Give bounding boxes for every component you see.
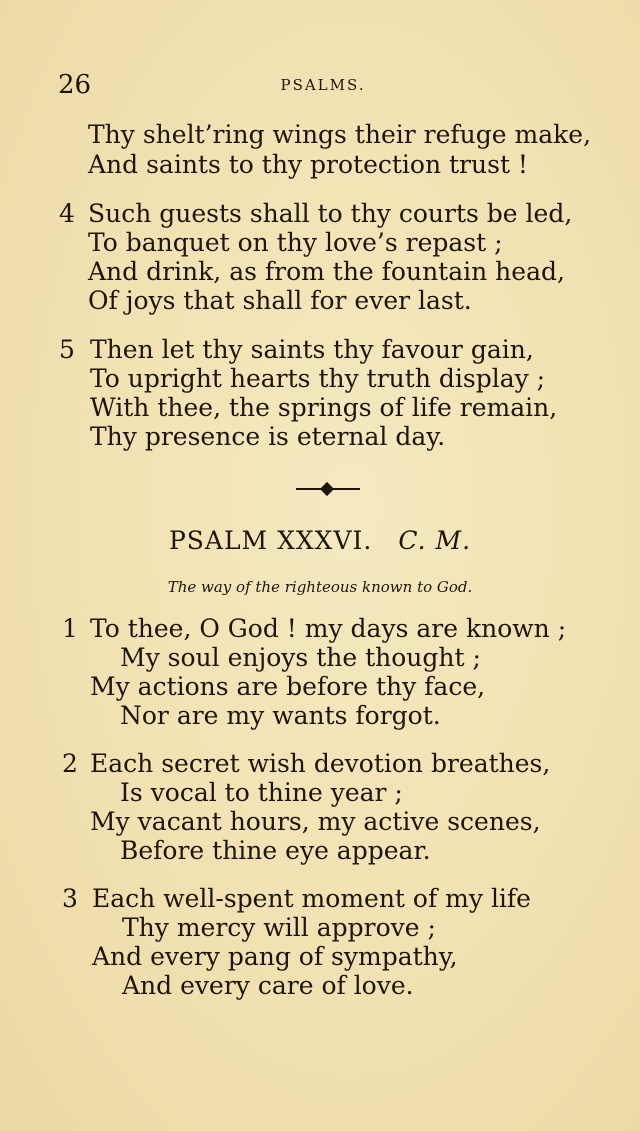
running-head: PSALMS. (280, 76, 366, 94)
verse-line: With thee, the springs of life remain, (90, 393, 558, 422)
verse-line: Such guests shall to thy courts be led, (88, 199, 573, 228)
page-number: 26 (58, 70, 92, 100)
verse-line: To thee, O God ! my days are known ; (90, 614, 567, 643)
verse-line: And drink, as from the fountain head, (88, 257, 565, 286)
verse-line: And every pang of sympathy, (92, 942, 458, 971)
verse-line: My vacant hours, my active scenes, (90, 807, 541, 836)
psalm-subtitle: The way of the righteous known to God. (167, 578, 473, 596)
verse-line: My soul enjoys the thought ; (120, 643, 481, 672)
verse-line: Each well-spent moment of my life (92, 884, 531, 913)
stanza-number: 1 (62, 614, 78, 643)
stanza-number: 3 (62, 884, 78, 913)
divider-ornament-icon (320, 482, 334, 496)
psalm-meter: C. M. (398, 526, 472, 555)
verse-line: Then let thy saints thy favour gain, (90, 335, 534, 364)
psalm-number-title: PSALM XXXVI. (168, 526, 373, 555)
verse-line: To upright hearts thy truth display ; (90, 364, 546, 393)
verse-line: Is vocal to thine year ; (120, 778, 403, 807)
stanza-number: 5 (59, 335, 75, 364)
verse-line: And every care of love. (122, 971, 414, 1000)
verse-line: Each secret wish devotion breathes, (90, 749, 551, 778)
verse-line: My actions are before thy face, (90, 672, 486, 701)
verse-line: Thy presence is eternal day. (90, 422, 446, 451)
verse-line: Of joys that shall for ever last. (88, 286, 472, 315)
page-header (58, 70, 588, 106)
verse-line: Thy shelt’ring wings their refuge make, (88, 120, 592, 149)
verse-line: Before thine eye appear. (120, 836, 431, 865)
stanza-number: 2 (62, 749, 78, 778)
verse-line: And saints to thy protection trust ! (88, 150, 528, 179)
stanza-number: 4 (59, 199, 75, 228)
psalm-title (0, 526, 640, 556)
verse-line: To banquet on thy love’s repast ; (88, 228, 503, 257)
verse-line: Thy mercy will approve ; (122, 913, 436, 942)
verse-line: Nor are my wants forgot. (120, 701, 441, 730)
